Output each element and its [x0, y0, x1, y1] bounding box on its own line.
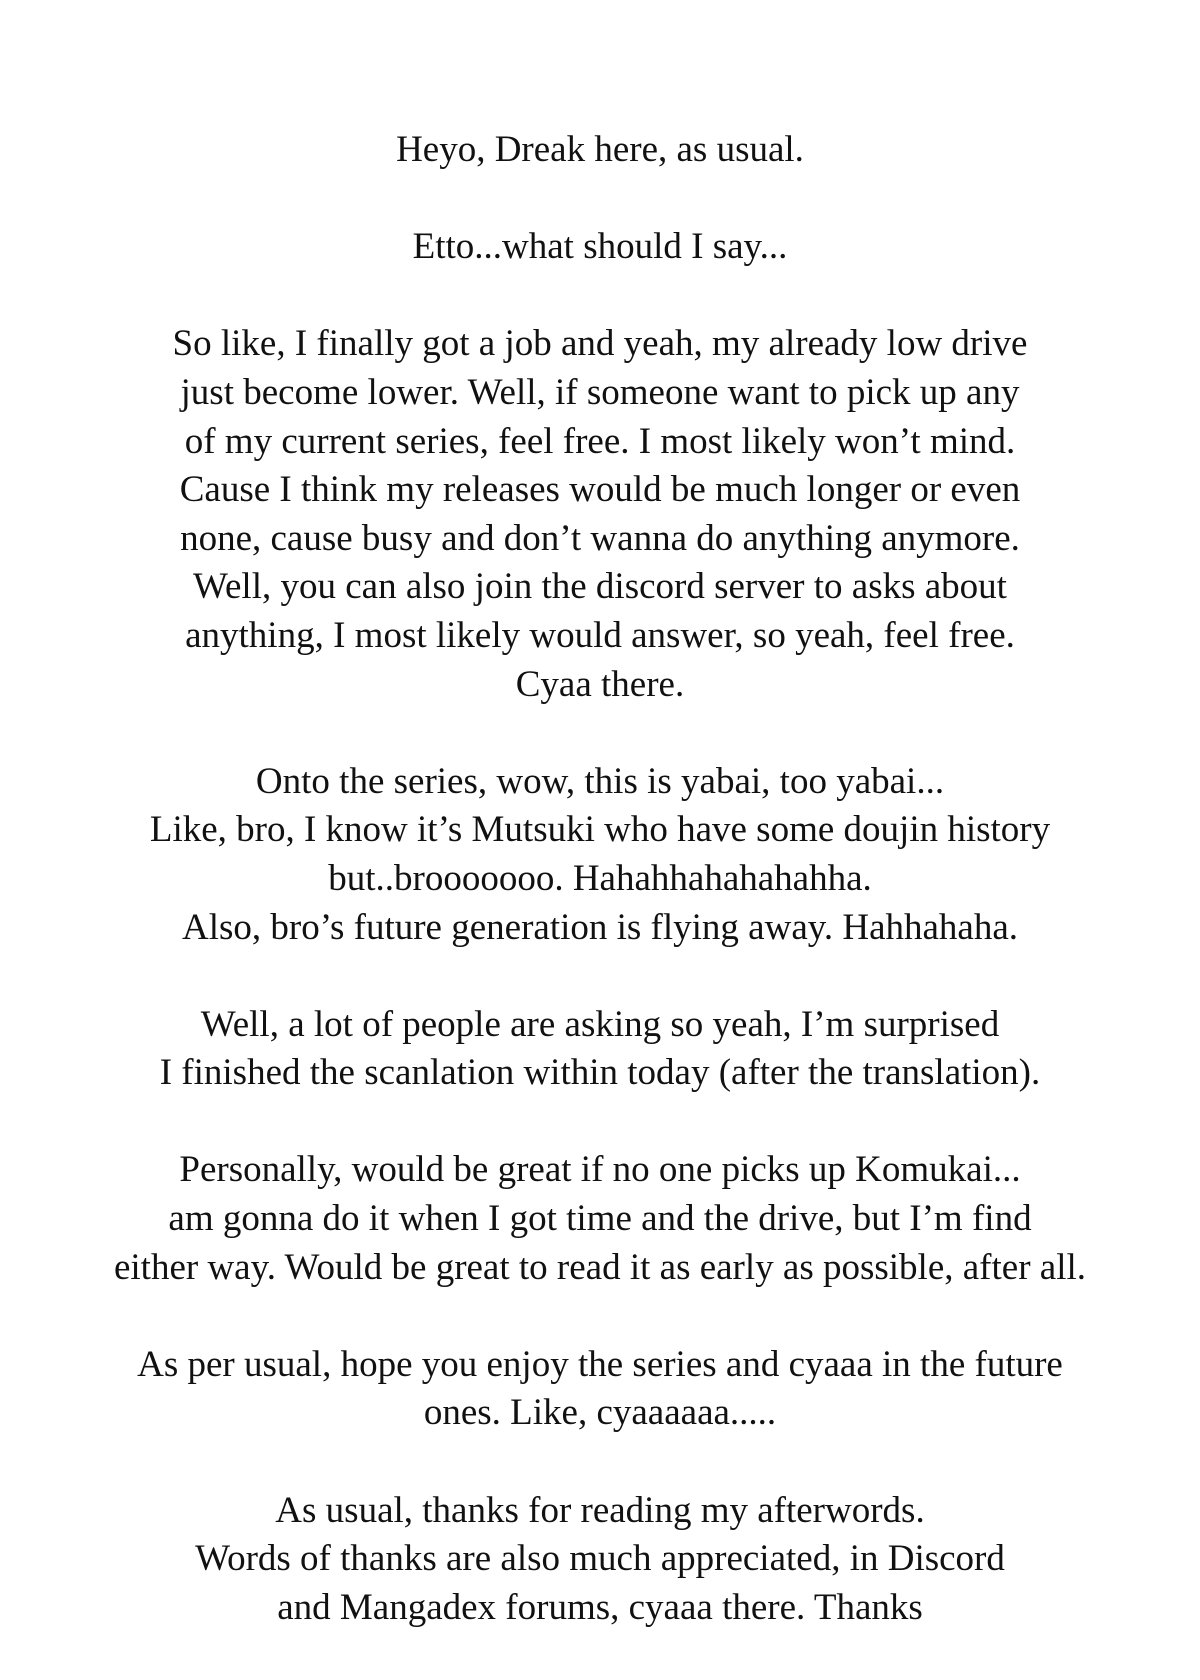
text-line: Like, bro, I know it’s Mutsuki who have some doujin history — [149, 809, 1051, 851]
text-line: Cause I think my releases would be much longer or even — [179, 469, 1021, 511]
paragraph-intro — [0, 223, 1200, 272]
text-line: anything, I most likely would answer, so yeah, feel free. — [185, 614, 1015, 656]
text-line: Well, you can also join the discord server to asks about — [193, 566, 1007, 608]
text-line: none, cause busy and don’t wanna do anything anymore. — [180, 517, 1020, 559]
text-line: Also, bro’s future generation is flying away. Hahhahaha. — [181, 906, 1019, 948]
paragraph-greeting — [0, 126, 1200, 175]
text-line: Heyo, Dreak here, as usual. — [396, 129, 804, 170]
text-line: but..brooooooo. Hahahhahahahahha. — [328, 857, 872, 899]
text-line: ones. Like, cyaaaaaa..... — [423, 1392, 777, 1434]
text-line: Well, a lot of people are asking so yeah, I’m surprised — [200, 1003, 1000, 1045]
paragraph-komukai-note — [0, 1146, 1200, 1292]
paragraph-farewell — [0, 1341, 1200, 1438]
text-line: just become lower. Well, if someone want to pick up any — [180, 371, 1020, 413]
text-line: Cyaa there. — [515, 663, 685, 705]
text-line: of my current series, feel free. I most likely won’t mind. — [184, 420, 1016, 462]
text-line: I finished the scanlation within today (after the translation). — [159, 1052, 1041, 1094]
paragraph-thanks — [0, 1487, 1200, 1633]
afterword-text — [0, 126, 1200, 1632]
text-line: am gonna do it when I got time and the drive, but I’m find — [168, 1198, 1032, 1240]
text-line: Etto...what should I say... — [412, 226, 788, 268]
paragraph-series-comment — [0, 758, 1200, 952]
text-line: As usual, thanks for reading my afterwords. — [275, 1489, 925, 1531]
text-line: So like, I finally got a job and yeah, my already low drive — [172, 323, 1028, 365]
text-line: Personally, would be great if no one picks up Komukai... — [179, 1149, 1021, 1191]
text-line: Words of thanks are also much appreciated, in Discord — [195, 1538, 1005, 1580]
paragraph-scanlation-note — [0, 1001, 1200, 1098]
text-line: Onto the series, wow, this is yabai, too yabai... — [255, 760, 945, 802]
text-line: and Mangadex forums, cyaaa there. Thanks — [277, 1586, 923, 1628]
text-line: either way. Would be great to read it as early as possible, after all. — [113, 1246, 1087, 1288]
paragraph-job-update — [0, 320, 1200, 709]
text-line: As per usual, hope you enjoy the series and cyaaa in the future — [137, 1343, 1063, 1385]
